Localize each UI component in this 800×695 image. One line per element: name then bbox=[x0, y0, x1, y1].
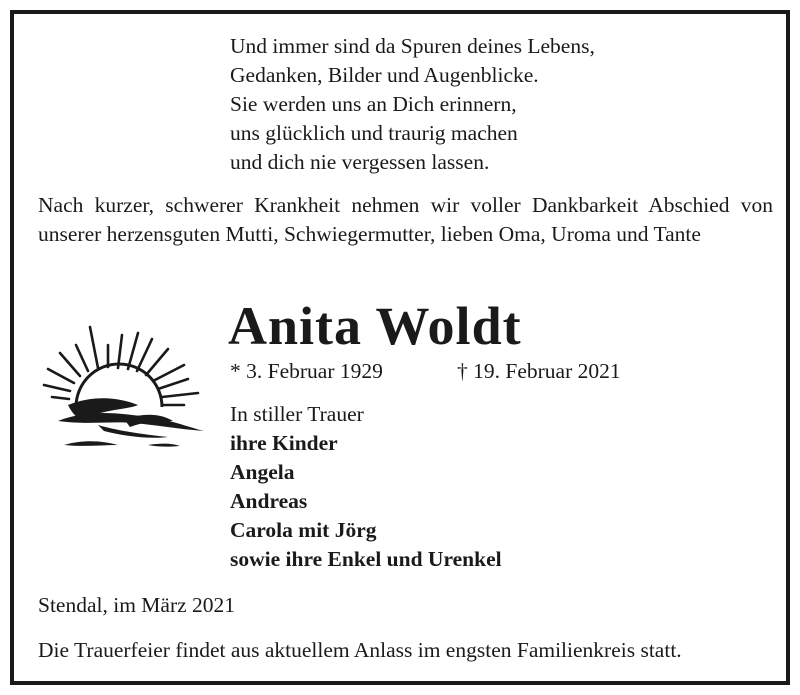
poem-line: Gedanken, Bilder und Augenblicke. bbox=[230, 63, 539, 87]
mourner-entry: Carola mit Jörg bbox=[230, 518, 377, 542]
deceased-name: Anita Woldt bbox=[228, 296, 522, 356]
birth-date: * 3. Februar 1929 bbox=[230, 359, 383, 383]
mourners-lead: In stiller Trauer bbox=[230, 402, 364, 426]
mourner-entry: sowie ihre Enkel und Urenkel bbox=[230, 547, 502, 571]
poem-line: Und immer sind da Spuren deines Lebens, bbox=[230, 34, 595, 58]
mourner-entry: Angela bbox=[230, 460, 295, 484]
mourner-entry: ihre Kinder bbox=[230, 431, 338, 455]
sunset-over-hills-icon bbox=[38, 309, 208, 459]
obituary-frame bbox=[10, 10, 790, 685]
memorial-poem bbox=[230, 32, 595, 177]
mourner-entry: Andreas bbox=[230, 489, 308, 513]
funeral-notice: Die Trauerfeier findet aus aktuellem Anlass im engsten Familienkreis statt. bbox=[38, 638, 682, 662]
poem-line: uns glücklich und traurig machen bbox=[230, 121, 518, 145]
poem-line: Sie werden uns an Dich erinnern, bbox=[230, 92, 517, 116]
mourners-list bbox=[230, 400, 502, 574]
life-dates bbox=[230, 357, 621, 386]
place-and-date: Stendal, im März 2021 bbox=[38, 593, 236, 617]
death-date: † 19. Februar 2021 bbox=[457, 359, 621, 383]
announcement-text: Nach kurzer, schwerer Krankheit nehmen wir voller Dankbarkeit Abschied von unserer herzensguten Mutti, Schwiegermutter, lieben Oma, Uroma und Tante bbox=[38, 193, 773, 246]
poem-line: und dich nie vergessen lassen. bbox=[230, 150, 490, 174]
